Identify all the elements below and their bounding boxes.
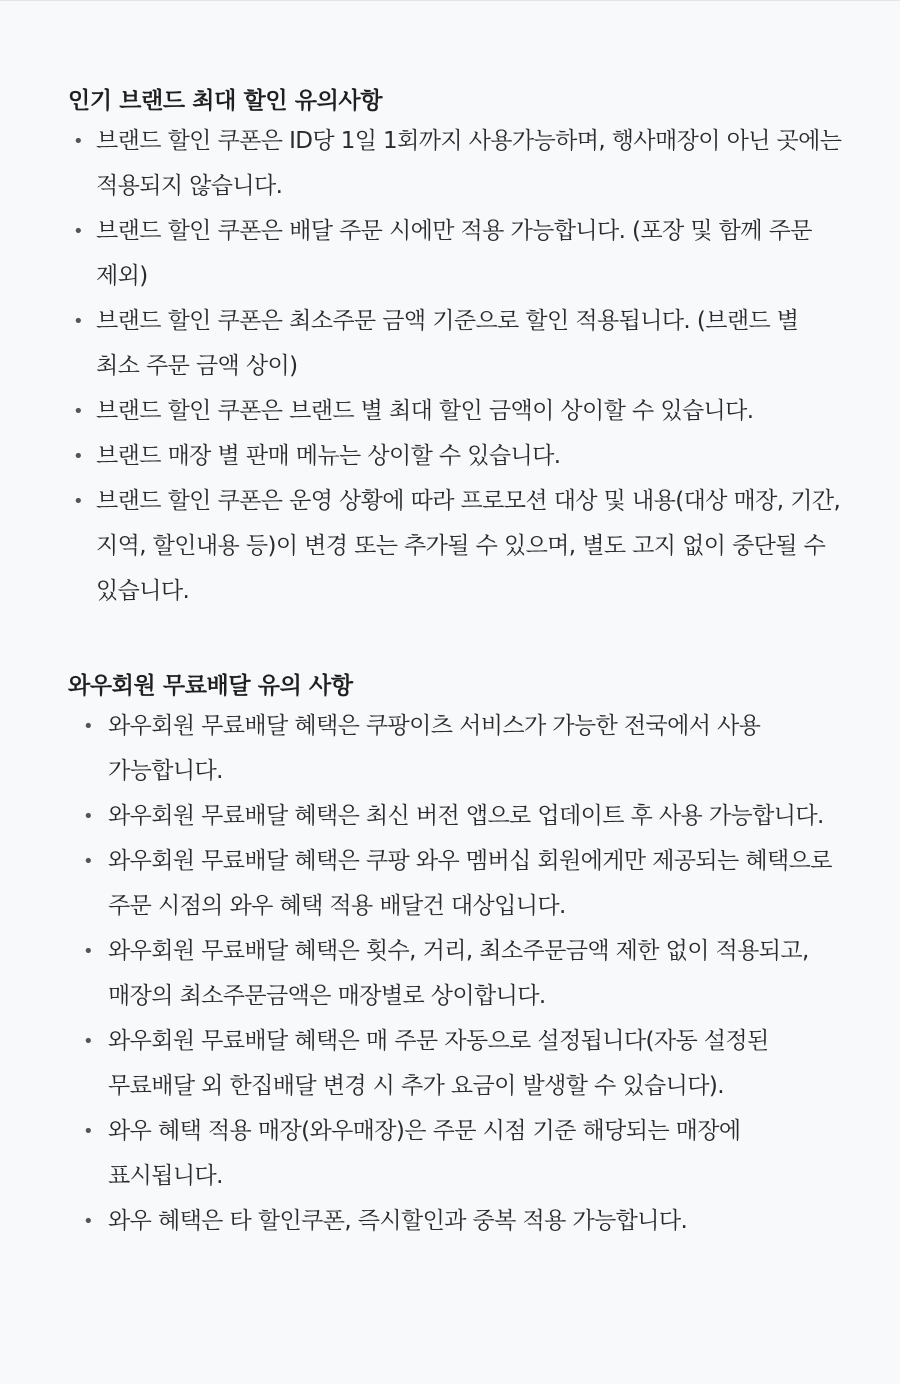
list-item-text: 와우회원 무료배달 혜택은 매 주문 자동으로 설정됩니다(자동 설정된 무료배달 외 한집배달 변경 시 추가 요금이 발생할 수 있습니다). xyxy=(108,1028,769,1099)
list-item xyxy=(68,929,848,1019)
bullet-icon: • xyxy=(83,1211,94,1232)
wow-free-delivery-notice-title: 와우회원 무료배달 유의 사항 xyxy=(68,673,353,699)
bullet-icon: • xyxy=(83,941,94,962)
bullet-icon: • xyxy=(73,311,84,332)
list-item-text: 브랜드 할인 쿠폰은 배달 주문 시에만 적용 가능합니다. (포장 및 함께 주문 제외) xyxy=(96,218,812,289)
list-item-text: 브랜드 할인 쿠폰은 브랜드 별 최대 할인 금액이 상이할 수 있습니다. xyxy=(96,398,754,424)
list-item xyxy=(68,704,848,794)
brand-discount-notice-list xyxy=(68,119,848,614)
list-item xyxy=(68,794,848,839)
list-item-text: 와우회원 무료배달 혜택은 쿠팡 와우 멤버십 회원에게만 제공되는 혜택으로 주문 시점의 와우 혜택 적용 배달건 대상입니다. xyxy=(108,848,832,919)
notice-page xyxy=(0,1,900,1384)
list-item xyxy=(68,839,848,929)
list-item-text: 브랜드 매장 별 판매 메뉴는 상이할 수 있습니다. xyxy=(96,443,561,469)
bullet-icon: • xyxy=(73,221,84,242)
bullet-icon: • xyxy=(73,401,84,422)
brand-discount-notice-title: 인기 브랜드 최대 할인 유의사항 xyxy=(68,88,383,114)
bullet-icon: • xyxy=(73,446,84,467)
bullet-icon: • xyxy=(73,131,84,152)
bullet-icon: • xyxy=(83,1031,94,1052)
list-item xyxy=(68,299,848,389)
list-item-text: 와우회원 무료배달 혜택은 쿠팡이츠 서비스가 가능한 전국에서 사용 가능합니다. xyxy=(108,713,761,784)
list-item-text: 브랜드 할인 쿠폰은 ID당 1일 1회까지 사용가능하며, 행사매장이 아닌 곳에는 적용되지 않습니다. xyxy=(96,128,842,199)
bullet-icon: • xyxy=(83,1121,94,1142)
brand-discount-notice-section xyxy=(68,85,848,614)
list-item-text: 브랜드 할인 쿠폰은 운영 상황에 따라 프로모션 대상 및 내용(대상 매장, 기간, 지역, 할인내용 등)이 변경 또는 추가될 수 있으며, 별도 고지 없이 중단될 수 있습니다. xyxy=(96,488,841,604)
list-item-text: 와우 혜택은 타 할인쿠폰, 즉시할인과 중복 적용 가능합니다. xyxy=(108,1208,688,1234)
list-item xyxy=(68,1109,848,1199)
list-item-text: 브랜드 할인 쿠폰은 최소주문 금액 기준으로 할인 적용됩니다. (브랜드 별 최소 주문 금액 상이) xyxy=(96,308,799,379)
list-item xyxy=(68,209,848,299)
list-item xyxy=(68,119,848,209)
bullet-icon: • xyxy=(83,806,94,827)
list-item-text: 와우 혜택 적용 매장(와우매장)은 주문 시점 기준 해당되는 매장에 표시됩니다. xyxy=(108,1118,741,1189)
list-item xyxy=(68,479,848,614)
list-item xyxy=(68,1019,848,1109)
bullet-icon: • xyxy=(73,491,84,512)
bullet-icon: • xyxy=(83,851,94,872)
list-item-text: 와우회원 무료배달 혜택은 횟수, 거리, 최소주문금액 제한 없이 적용되고, 매장의 최소주문금액은 매장별로 상이합니다. xyxy=(108,938,809,1009)
list-item xyxy=(68,389,848,434)
list-item xyxy=(68,1199,848,1244)
wow-free-delivery-notice-list xyxy=(68,704,848,1244)
wow-free-delivery-notice-section xyxy=(68,670,848,1244)
list-item xyxy=(68,434,848,479)
bullet-icon: • xyxy=(83,716,94,737)
list-item-text: 와우회원 무료배달 혜택은 최신 버전 앱으로 업데이트 후 사용 가능합니다. xyxy=(108,803,824,829)
